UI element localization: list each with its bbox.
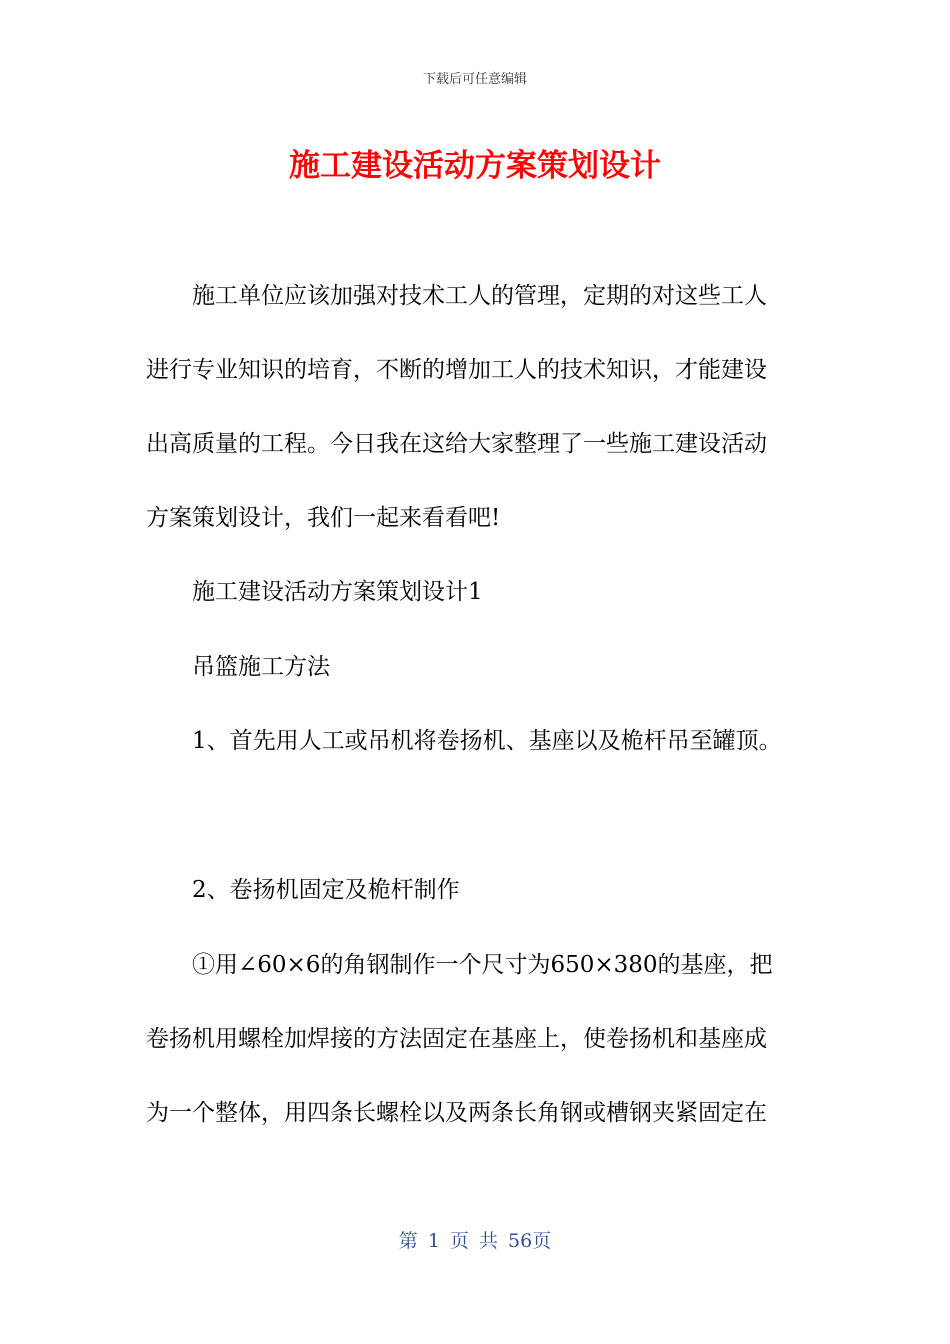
paragraph-line: 卷扬机用螺栓加焊接的方法固定在基座上，使卷扬机和基座成 (146, 1026, 767, 1052)
paragraph-line: 为一个整体，用四条长螺栓以及两条长角钢或槽钢夹紧固定在 (146, 1100, 767, 1126)
list-item: 2、卷扬机固定及桅杆制作 (192, 877, 460, 903)
document-title: 施工建设活动方案策划设计 (289, 148, 661, 184)
page-indicator: 第 1 页 共 56页 (398, 1230, 552, 1252)
header-note: 下载后可任意编辑 (422, 72, 527, 87)
paragraph-line: ①用∠60×6的角钢制作一个尺寸为650×380的基座，把 (192, 952, 773, 978)
paragraph-line: 出高质量的工程。今日我在这给大家整理了一些施工建设活动 (146, 431, 767, 457)
section-heading: 施工建设活动方案策划设计1 (192, 579, 483, 605)
paragraph-line: 施工单位应该加强对技术工人的管理，定期的对这些工人 (192, 283, 767, 309)
paragraph-line: 方案策划设计，我们一起来看看吧! (146, 505, 501, 531)
paragraph-line: 进行专业知识的培育，不断的增加工人的技术知识，才能建设 (146, 357, 767, 383)
subsection-heading: 吊篮施工方法 (192, 654, 330, 680)
list-item: 1、首先用人工或吊机将卷扬机、基座以及桅杆吊至罐顶。 (192, 728, 782, 754)
